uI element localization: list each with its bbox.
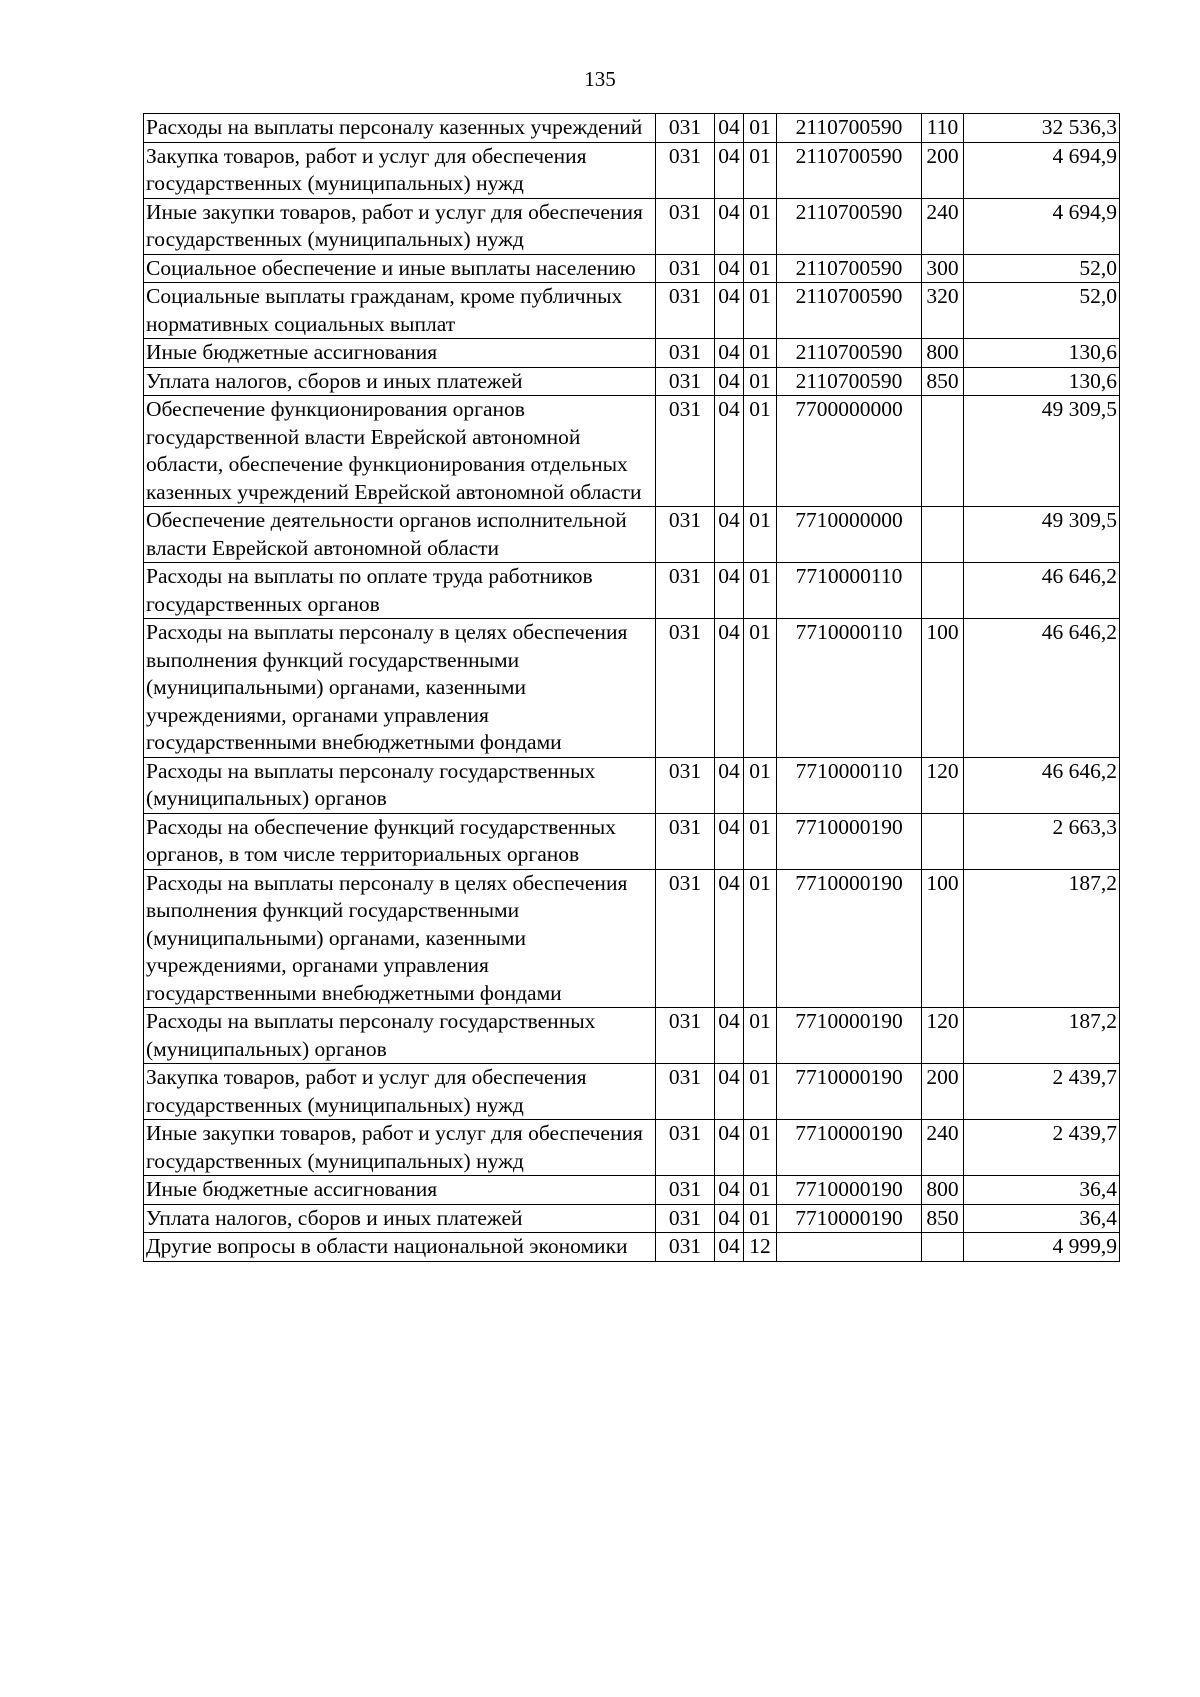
section-code-cell: 04 (715, 396, 744, 507)
expense-type-cell (922, 396, 964, 507)
amount-cell: 2 663,3 (964, 813, 1120, 869)
target-article-cell (777, 1233, 922, 1262)
amount-cell: 130,6 (964, 339, 1120, 368)
expense-type-cell: 850 (922, 367, 964, 396)
subsection-code-cell: 01 (744, 198, 777, 254)
section-code-cell: 04 (715, 367, 744, 396)
table-row (144, 198, 1120, 254)
subsection-code-cell: 01 (744, 283, 777, 339)
grbs-code-cell: 031 (656, 114, 715, 143)
section-code-cell: 04 (715, 757, 744, 813)
grbs-code-cell: 031 (656, 1176, 715, 1205)
target-article-cell: 2110700590 (777, 339, 922, 368)
subsection-code-cell: 01 (744, 563, 777, 619)
target-article-cell: 7710000190 (777, 1008, 922, 1064)
expense-name-cell: Расходы на выплаты персоналу в целях обеспечения выполнения функций государственными (муниципальными) органами, казенными учреждениями, органами управления государственными внебюджетными фондами (144, 869, 656, 1008)
table-row (144, 563, 1120, 619)
subsection-code-cell: 01 (744, 507, 777, 563)
amount-cell: 46 646,2 (964, 757, 1120, 813)
expense-type-cell: 850 (922, 1204, 964, 1233)
section-code-cell: 04 (715, 869, 744, 1008)
amount-cell: 4 694,9 (964, 198, 1120, 254)
amount-cell: 52,0 (964, 283, 1120, 339)
grbs-code-cell: 031 (656, 283, 715, 339)
expense-name-cell: Закупка товаров, работ и услуг для обеспечения государственных (муниципальных) нужд (144, 142, 656, 198)
expense-type-cell: 120 (922, 757, 964, 813)
section-code-cell: 04 (715, 563, 744, 619)
page-number: 135 (584, 67, 616, 91)
subsection-code-cell: 01 (744, 1176, 777, 1205)
target-article-cell: 2110700590 (777, 142, 922, 198)
amount-cell: 187,2 (964, 1008, 1120, 1064)
subsection-code-cell: 01 (744, 1204, 777, 1233)
subsection-code-cell: 01 (744, 1120, 777, 1176)
table-row (144, 367, 1120, 396)
table-row (144, 1120, 1120, 1176)
target-article-cell: 7710000190 (777, 869, 922, 1008)
subsection-code-cell: 01 (744, 142, 777, 198)
target-article-cell: 7710000190 (777, 1176, 922, 1205)
section-code-cell: 04 (715, 142, 744, 198)
expense-name-cell: Уплата налогов, сборов и иных платежей (144, 1204, 656, 1233)
subsection-code-cell: 01 (744, 869, 777, 1008)
section-code-cell: 04 (715, 1008, 744, 1064)
section-code-cell: 04 (715, 813, 744, 869)
expense-type-cell: 200 (922, 142, 964, 198)
section-code-cell: 04 (715, 283, 744, 339)
expense-name-cell: Расходы на выплаты персоналу государственных (муниципальных) органов (144, 1008, 656, 1064)
expense-type-cell (922, 563, 964, 619)
expense-type-cell: 300 (922, 254, 964, 283)
target-article-cell: 7710000110 (777, 757, 922, 813)
grbs-code-cell: 031 (656, 1233, 715, 1262)
amount-cell: 130,6 (964, 367, 1120, 396)
table-row (144, 1204, 1120, 1233)
target-article-cell: 7710000190 (777, 813, 922, 869)
expense-name-cell: Другие вопросы в области национальной экономики (144, 1233, 656, 1262)
section-code-cell: 04 (715, 1120, 744, 1176)
table-row (144, 254, 1120, 283)
expense-type-cell (922, 1233, 964, 1262)
target-article-cell: 7710000190 (777, 1204, 922, 1233)
target-article-cell: 7700000000 (777, 396, 922, 507)
amount-cell: 46 646,2 (964, 563, 1120, 619)
expense-type-cell: 800 (922, 1176, 964, 1205)
expense-name-cell: Обеспечение функционирования органов государственной власти Еврейской автономной области, обеспечение функционирования отдельных казенных учреждений Еврейской автономной области (144, 396, 656, 507)
table-row (144, 1176, 1120, 1205)
expense-type-cell: 100 (922, 619, 964, 758)
grbs-code-cell: 031 (656, 1120, 715, 1176)
expense-name-cell: Расходы на выплаты персоналу в целях обеспечения выполнения функций государственными (муниципальными) органами, казенными учреждениями, органами управления государственными внебюджетными фондами (144, 619, 656, 758)
target-article-cell: 2110700590 (777, 198, 922, 254)
grbs-code-cell: 031 (656, 619, 715, 758)
amount-cell: 187,2 (964, 869, 1120, 1008)
grbs-code-cell: 031 (656, 757, 715, 813)
table-row (144, 283, 1120, 339)
subsection-code-cell: 01 (744, 1064, 777, 1120)
target-article-cell: 7710000190 (777, 1064, 922, 1120)
target-article-cell: 2110700590 (777, 254, 922, 283)
expense-name-cell: Закупка товаров, работ и услуг для обеспечения государственных (муниципальных) нужд (144, 1064, 656, 1120)
grbs-code-cell: 031 (656, 254, 715, 283)
grbs-code-cell: 031 (656, 142, 715, 198)
expense-type-cell (922, 507, 964, 563)
grbs-code-cell: 031 (656, 507, 715, 563)
expense-name-cell: Иные бюджетные ассигнования (144, 1176, 656, 1205)
subsection-code-cell: 01 (744, 1008, 777, 1064)
expense-type-cell: 320 (922, 283, 964, 339)
subsection-code-cell: 01 (744, 619, 777, 758)
subsection-code-cell: 01 (744, 396, 777, 507)
target-article-cell: 7710000190 (777, 1120, 922, 1176)
grbs-code-cell: 031 (656, 813, 715, 869)
target-article-cell: 7710000000 (777, 507, 922, 563)
subsection-code-cell: 01 (744, 339, 777, 368)
grbs-code-cell: 031 (656, 1008, 715, 1064)
table-row (144, 396, 1120, 507)
expense-name-cell: Обеспечение деятельности органов исполнительной власти Еврейской автономной области (144, 507, 656, 563)
amount-cell: 4 999,9 (964, 1233, 1120, 1262)
table-row (144, 1233, 1120, 1262)
target-article-cell: 2110700590 (777, 114, 922, 143)
section-code-cell: 04 (715, 1176, 744, 1205)
expense-name-cell: Расходы на выплаты по оплате труда работников государственных органов (144, 563, 656, 619)
amount-cell: 49 309,5 (964, 507, 1120, 563)
expense-name-cell: Расходы на выплаты персоналу государственных (муниципальных) органов (144, 757, 656, 813)
subsection-code-cell: 01 (744, 254, 777, 283)
amount-cell: 52,0 (964, 254, 1120, 283)
expense-name-cell: Иные бюджетные ассигнования (144, 339, 656, 368)
amount-cell: 36,4 (964, 1204, 1120, 1233)
budget-table (143, 113, 1120, 1262)
expense-name-cell: Социальное обеспечение и иные выплаты населению (144, 254, 656, 283)
table-row (144, 114, 1120, 143)
table-row (144, 507, 1120, 563)
expense-type-cell: 110 (922, 114, 964, 143)
expense-type-cell (922, 813, 964, 869)
section-code-cell: 04 (715, 254, 744, 283)
grbs-code-cell: 031 (656, 367, 715, 396)
section-code-cell: 04 (715, 339, 744, 368)
target-article-cell: 2110700590 (777, 283, 922, 339)
expense-type-cell: 200 (922, 1064, 964, 1120)
section-code-cell: 04 (715, 1204, 744, 1233)
subsection-code-cell: 01 (744, 114, 777, 143)
subsection-code-cell: 01 (744, 367, 777, 396)
target-article-cell: 7710000110 (777, 563, 922, 619)
section-code-cell: 04 (715, 619, 744, 758)
amount-cell: 49 309,5 (964, 396, 1120, 507)
table-row (144, 757, 1120, 813)
expense-type-cell: 240 (922, 198, 964, 254)
section-code-cell: 04 (715, 198, 744, 254)
section-code-cell: 04 (715, 114, 744, 143)
table-row (144, 339, 1120, 368)
section-code-cell: 04 (715, 507, 744, 563)
table-row (144, 1008, 1120, 1064)
grbs-code-cell: 031 (656, 339, 715, 368)
table-row (144, 142, 1120, 198)
target-article-cell: 7710000110 (777, 619, 922, 758)
expense-type-cell: 120 (922, 1008, 964, 1064)
expense-name-cell: Расходы на выплаты персоналу казенных учреждений (144, 114, 656, 143)
expense-type-cell: 240 (922, 1120, 964, 1176)
expense-name-cell: Иные закупки товаров, работ и услуг для обеспечения государственных (муниципальных) нужд (144, 1120, 656, 1176)
grbs-code-cell: 031 (656, 396, 715, 507)
table-body (144, 114, 1120, 1262)
expense-name-cell: Иные закупки товаров, работ и услуг для обеспечения государственных (муниципальных) нужд (144, 198, 656, 254)
target-article-cell: 2110700590 (777, 367, 922, 396)
amount-cell: 36,4 (964, 1176, 1120, 1205)
expense-type-cell: 100 (922, 869, 964, 1008)
amount-cell: 2 439,7 (964, 1120, 1120, 1176)
grbs-code-cell: 031 (656, 1204, 715, 1233)
table-row (144, 869, 1120, 1008)
expense-name-cell: Социальные выплаты гражданам, кроме публичных нормативных социальных выплат (144, 283, 656, 339)
expense-type-cell: 800 (922, 339, 964, 368)
grbs-code-cell: 031 (656, 1064, 715, 1120)
subsection-code-cell: 12 (744, 1233, 777, 1262)
amount-cell: 2 439,7 (964, 1064, 1120, 1120)
grbs-code-cell: 031 (656, 563, 715, 619)
section-code-cell: 04 (715, 1233, 744, 1262)
expense-name-cell: Уплата налогов, сборов и иных платежей (144, 367, 656, 396)
grbs-code-cell: 031 (656, 198, 715, 254)
subsection-code-cell: 01 (744, 757, 777, 813)
amount-cell: 4 694,9 (964, 142, 1120, 198)
grbs-code-cell: 031 (656, 869, 715, 1008)
amount-cell: 46 646,2 (964, 619, 1120, 758)
table-row (144, 1064, 1120, 1120)
table-row (144, 619, 1120, 758)
section-code-cell: 04 (715, 1064, 744, 1120)
table-row (144, 813, 1120, 869)
subsection-code-cell: 01 (744, 813, 777, 869)
expense-name-cell: Расходы на обеспечение функций государственных органов, в том числе территориальных органов (144, 813, 656, 869)
amount-cell: 32 536,3 (964, 114, 1120, 143)
